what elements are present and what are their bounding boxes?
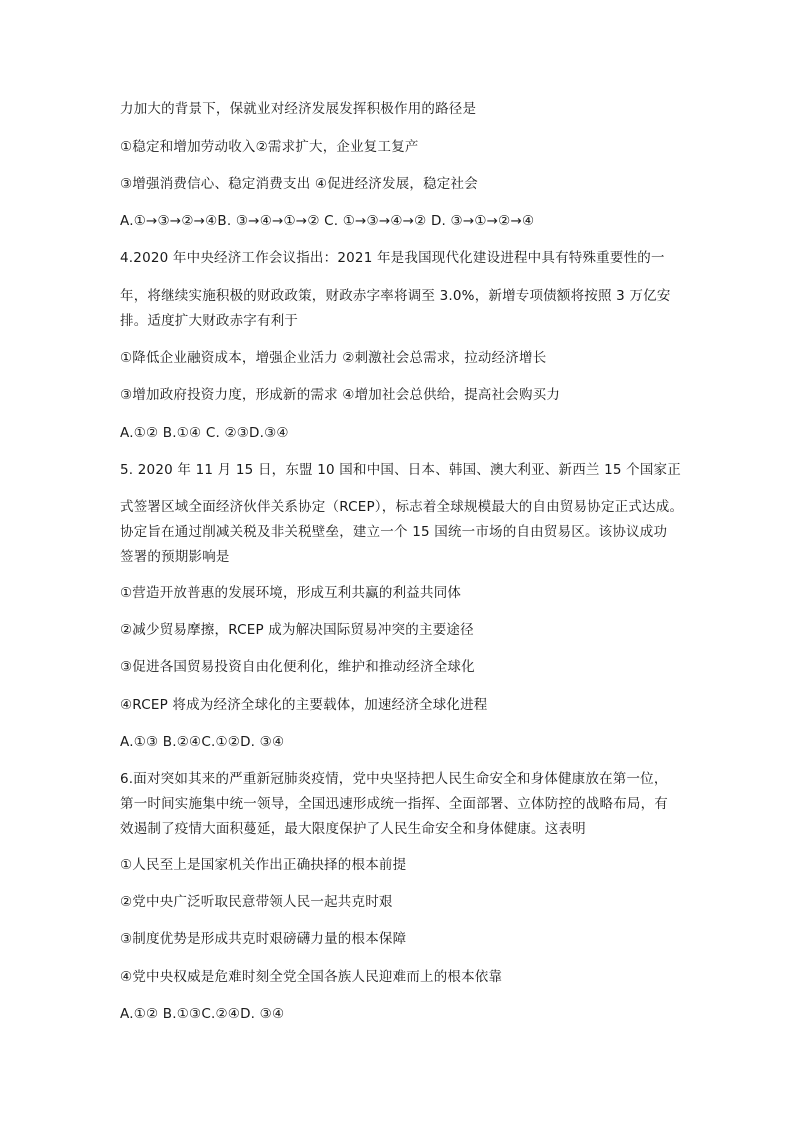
q6-answer-choices: A.①② B.①③C.②④D. ③④ [120,1006,285,1022]
q6-stem-line-3: 效遏制了疫情大面积蔓延，最大限度保护了人民生命安全和身体健康。这表明 [120,821,586,837]
q5-stem-line-4: 签署的预期影响是 [120,549,230,565]
q5-option-2: ②减少贸易摩擦，RCEP 成为解决国际贸易冲突的主要途径 [120,622,474,638]
q5-option-1: ①营造开放普惠的发展环境，形成互利共赢的利益共同体 [120,585,462,601]
q5-option-4: ④RCEP 将成为经济全球化的主要载体，加速经济全球化进程 [120,697,488,713]
q6-option-1: ①人民至上是国家机关作出正确抉择的根本前提 [120,857,407,873]
q5-answer-choices: A.①③ B.②④C.①②D. ③④ [120,734,285,750]
q4-options-1-2: ①降低企业融资成本，增强企业活力 ②刺激社会总需求，拉动经济增长 [120,350,547,366]
q6-option-4: ④党中央权威是危难时刻全党全国各族人民迎难而上的根本依靠 [120,969,503,985]
q4-stem-line-2: 年，将继续实施积极的财政政策，财政赤字率将调至 3.0%，新增专项债额将按照 3 万亿安 [120,288,671,304]
q5-option-3: ③促进各国贸易投资自由化便利化，维护和推动经济全球化 [120,659,475,675]
q4-answer-choices: A.①② B.①④ C. ②③D.③④ [120,425,289,441]
q6-stem-line-2: 第一时间实施集中统一领导，全国迅速形成统一指挥、全面部署、立体防控的战略布局，有 [120,796,668,812]
q3-stem-end: 力加大的背景下，保就业对经济发展发挥积极作用的路径是 [120,101,477,117]
q5-stem-line-1: 5. 2020 年 11 月 15 日，东盟 10 国和中国、日本、韩国、澳大利亚、新西兰 15 个国家正 [120,462,681,478]
q3-options-3-4: ③增强消费信心、稳定消费支出 ④促进经济发展，稳定社会 [120,176,478,192]
q3-answer-choices: A.①→③→②→④B. ③→④→①→② C. ①→③→④→② D. ③→①→②→④ [120,213,535,229]
q5-stem-line-3: 协定旨在通过削减关税及非关税壁垒，建立一个 15 国统一市场的自由贸易区。该协议成功 [120,524,668,540]
q6-stem-line-1: 6.面对突如其来的严重新冠肺炎疫情，党中央坚持把人民生命安全和身体健康放在第一位， [120,771,668,787]
q4-stem-line-3: 排。适度扩大财政赤字有利于 [120,313,299,329]
q6-option-2: ②党中央广泛听取民意带领人民一起共克时艰 [120,894,393,910]
q3-options-1-2: ①稳定和增加劳动收入②需求扩大，企业复工复产 [120,139,419,155]
q5-stem-line-2: 式签署区域全面经济伙伴关系协定（RCEP），标志着全球规模最大的自由贸易协定正式达成。 [120,499,684,515]
q4-stem-line-1: 4.2020 年中央经济工作会议指出：2021 年是我国现代化建设进程中具有特殊重要性的一 [120,250,665,266]
q6-option-3: ③制度优势是形成共克时艰磅礴力量的根本保障 [120,931,407,947]
q4-options-3-4: ③增加政府投资力度，形成新的需求 ④增加社会总供给，提高社会购买力 [120,387,561,403]
